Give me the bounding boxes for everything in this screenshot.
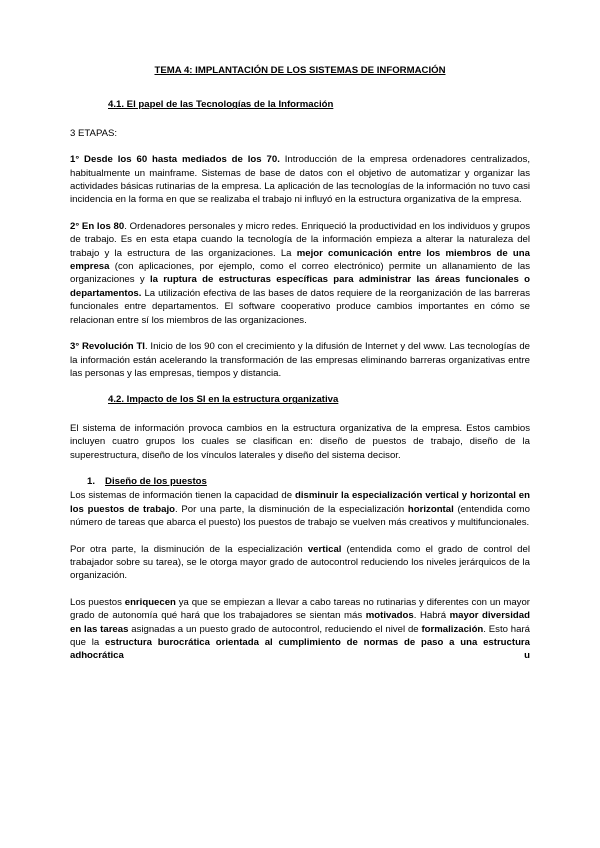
text-run: Introducción de la empresa ordenadores centralizados, habitualmente un mainframe. Sistemas de base de datos con el objetivo de automatizar y organizar las actividades básicas rutinarias de la empresa. La aplicación de las tecnologías de la información no tuvo casi incidencia en la forma en que se realizaba el trabajo ni influyó en la estructura organizativa de la empresa. — [70, 154, 530, 206]
section-heading-4-1: 4.1. El papel de las Tecnologías de la Información — [108, 99, 334, 111]
bold-run: horizontal — [407, 503, 458, 515]
text-run: Por otra parte, la disminución de la especialización — [70, 543, 308, 555]
subsection-1-heading — [70, 475, 530, 488]
text-run: Los sistemas de información tienen la capacidad de — [70, 490, 295, 502]
section-heading-4-2: 4.2. Impacto de los SI en la estructura organizativa — [108, 394, 339, 406]
bold-run: 1° Desde los 60 hasta mediados de los 70. — [70, 154, 280, 166]
paragraph-impact-intro: El sistema de información provoca cambios en la estructura organizativa de la empresa. Estos cambios incluyen cuatro grupos los cuales se clasifican en: diseño de puestos de trabajo, diseño de la superestructura, diseño de los vínculos laterales y diseño del sistema decisor. — [70, 422, 530, 461]
paragraph-stage-3 — [70, 340, 530, 380]
text-run: . Por una parte, la disminución de la especialización — [174, 503, 408, 515]
bold-run: mayor diversidad en las tareas — [70, 610, 530, 635]
stages-label: 3 ETAPAS: — [70, 127, 118, 139]
text-run: (entendida como número de tareas que abarca el puesto) los puestos de trabajo se vuelven más creativos y multifuncionales. — [70, 503, 531, 529]
text-run: ya que se empiezan a llevar a cabo tareas no rutinarias y diferentes con un mayor grado de autonomía qué hará que los trabajadores se sientan más — [70, 596, 530, 622]
bold-run: 3° Revolución TI — [70, 341, 145, 353]
text-run: . Inicio de los 90 con el crecimiento y la difusión de Internet y del www. Las tecnologías de la información están acelerando la transformación de las empresas eliminando barreras organizativas entre las personas y las empresas, tiempos y distancia. — [70, 341, 530, 379]
text-run: Los puestos — [70, 596, 125, 608]
subsection-1-number: 1. — [87, 475, 96, 487]
bold-run: 2° En los 80 — [70, 220, 125, 232]
paragraph-stage-2 — [70, 220, 530, 327]
bold-run: formalización — [421, 623, 484, 635]
bold-run: la ruptura de estructuras específicas para administrar las áreas funcionales o departamentos. — [70, 274, 530, 299]
text-run: . Ordenadores personales y micro redes. Enriqueció la productividad en los individuos y grupos de trabajo. Es en esta etapa cuando la tecnología de la información empieza a alterar la naturaleza del trabajo y la estructura de las organizaciones. La — [70, 220, 530, 259]
bold-run: estructura burocrática orientada al cumplimiento de normas de paso a una estructura adhocrática u — [70, 637, 530, 662]
bold-run: disminuir la especialización vertical y horizontal en los puestos de trabajo — [70, 490, 530, 515]
subsection-1-title: Diseño de los puestos — [105, 475, 207, 487]
paragraph-job-design-2 — [70, 543, 530, 583]
bold-run: enriquecen — [124, 596, 176, 608]
text-run: (entendida como el grado de control del trabajador sobre su tarea), se le otorga mayor grado de autocontrol reduciendo los niveles jerárquicos de la organización. — [70, 543, 530, 582]
paragraph-job-design-1 — [70, 489, 530, 529]
paragraph-job-design-3 — [70, 596, 530, 663]
text-run: . Habrá — [413, 610, 450, 622]
paragraph-stage-1 — [70, 153, 530, 207]
text-run: La utilización efectiva de las bases de datos requiere de la reorganización de las barreras funcionales entre departamentos. El software cooperativo produce cambios importantes en cómo se relacionan entre sí los miembros de las organizaciones. — [70, 287, 530, 326]
document-title: TEMA 4: IMPLANTACIÓN DE LOS SISTEMAS DE INFORMACIÓN — [154, 65, 446, 76]
bold-run: motivados — [365, 610, 414, 622]
bold-run: vertical — [307, 543, 347, 555]
text-run: asignadas a un puesto grado de autocontrol, reduciendo el nivel de — [128, 623, 422, 635]
bold-run: mejor comunicación entre los miembros de una empresa — [70, 247, 530, 273]
text-run: . Esto hará que la — [70, 623, 530, 648]
text-run: (con aplicaciones, por ejemplo, como el correo electrónico) permite un allanamiento de las organizaciones y — [70, 261, 530, 286]
